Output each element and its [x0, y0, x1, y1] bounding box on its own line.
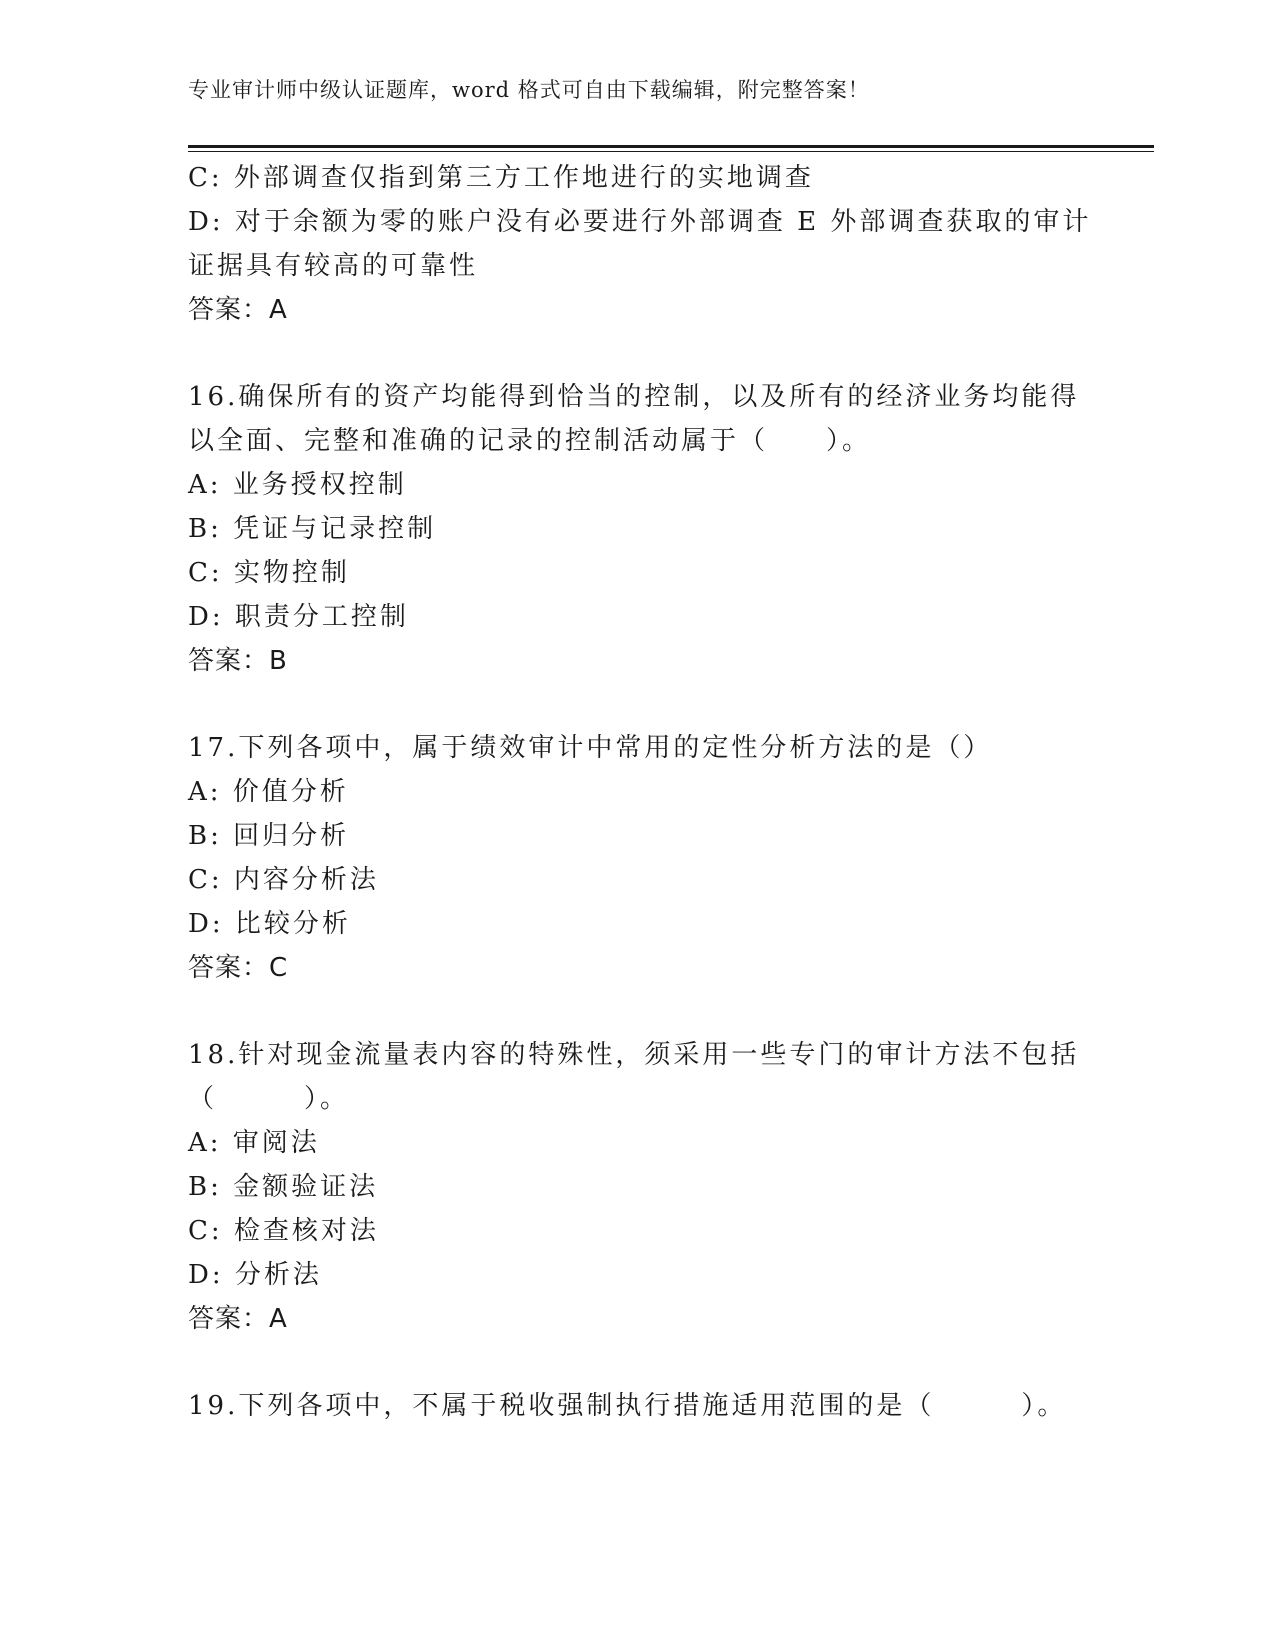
- q18-stem-line2: （ ）。: [188, 1084, 350, 1114]
- q16-option-b: B: 凭证与记录控制: [188, 514, 437, 544]
- q17-stem-line1: 17.下列各项中，属于绩效审计中常用的定性分析方法的是（）: [188, 733, 993, 763]
- q17-option-c: C: 内容分析法: [188, 865, 379, 895]
- q16-stem-line2: 以全面、完整和准确的记录的控制活动属于（ ）。: [188, 426, 872, 456]
- q18-stem-line1: 18.针对现金流量表内容的特殊性，须采用一些专门的审计方法不包括: [188, 1040, 1080, 1070]
- q16-stem-line1: 16.确保所有的资产均能得到恰当的控制，以及所有的经济业务均能得: [188, 382, 1080, 412]
- q18-option-a: A: 审阅法: [188, 1128, 320, 1158]
- q15-option-c: C: 外部调查仅指到第三方工作地进行的实地调查: [188, 163, 814, 193]
- header-divider-thick: [188, 145, 1154, 148]
- q17-answer: 答案：C: [188, 953, 289, 983]
- q18-option-c: C: 检查核对法: [188, 1216, 379, 1246]
- q15-answer: 答案：A: [188, 295, 288, 325]
- q15-option-d-line1: D: 对于余额为零的账户没有必要进行外部调查 E 外部调查获取的审计: [188, 207, 1092, 237]
- q17-option-b: B: 回归分析: [188, 821, 350, 851]
- q18-option-b: B: 金额验证法: [188, 1172, 379, 1202]
- q18-option-d: D: 分析法: [188, 1260, 322, 1290]
- document-header: 专业审计师中级认证题库，word 格式可自由下载编辑，附完整答案！: [188, 78, 870, 102]
- q17-option-a: A: 价值分析: [188, 777, 349, 807]
- q15-option-d-line2: 证据具有较高的可靠性: [188, 251, 479, 281]
- q16-answer: 答案：B: [188, 646, 288, 676]
- header-divider-thin: [188, 151, 1154, 152]
- q19-stem-line1: 19.下列各项中，不属于税收强制执行措施适用范围的是（ ）。: [188, 1391, 1067, 1421]
- q16-option-c: C: 实物控制: [188, 558, 350, 588]
- q16-option-a: A: 业务授权控制: [188, 470, 407, 500]
- q17-option-d: D: 比较分析: [188, 909, 351, 939]
- q18-answer: 答案：A: [188, 1304, 288, 1334]
- q16-option-d: D: 职责分工控制: [188, 602, 409, 632]
